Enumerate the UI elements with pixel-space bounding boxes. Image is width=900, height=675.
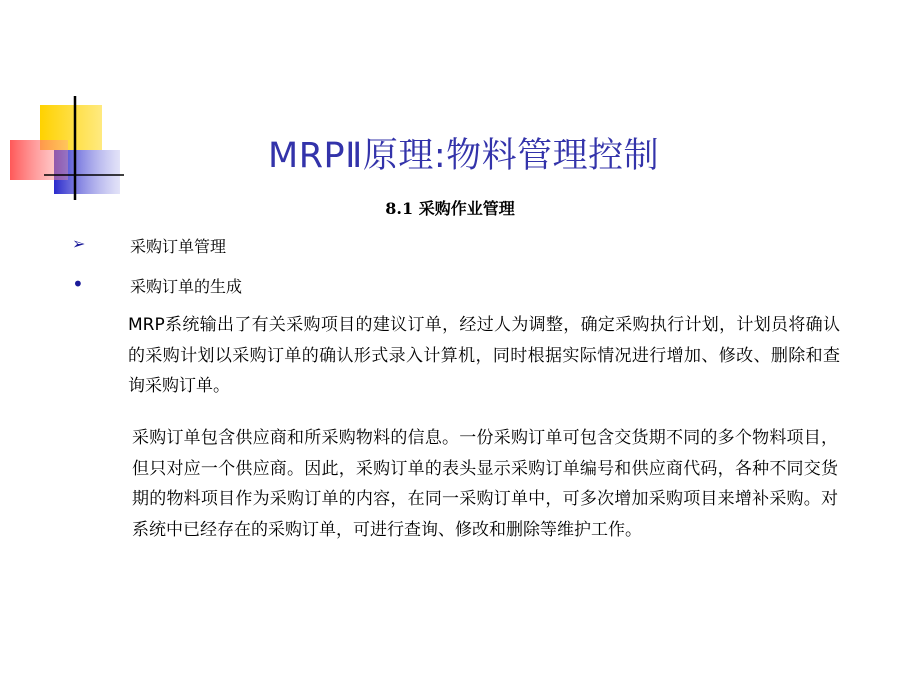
bullet-label: 采购订单的生成 xyxy=(130,277,243,296)
bullet-item xyxy=(0,234,700,260)
bullet-label: 采购订单管理 xyxy=(130,237,227,256)
slide-subtitle: 8.1 采购作业管理 xyxy=(385,199,515,218)
paragraph: MRP系统输出了有关采购项目的建议订单，经过人为调整，确定采购执行计划，计划员将确认的采购计划以采购订单的确认形式录入计算机，同时根据实际情况进行增加、修改、删除和查询采购订单。 xyxy=(128,315,840,396)
arrow-bullet-icon: ➢ xyxy=(72,234,86,253)
corner-logo-icon xyxy=(0,0,130,210)
bullet-item xyxy=(0,274,700,300)
dot-bullet-icon: • xyxy=(72,272,84,296)
paragraph: 采购订单包含供应商和所采购物料的信息。一份采购订单可包含交货期不同的多个物料项目，但只对应一个供应商。因此，采购订单的表头显示采购订单编号和供应商代码，各种不同交货期的物料项目作为采购订单的内容，在同一采购订单中，可多次增加采购项目来增补采购。对系统中已经存在的采购订单，可进行查询、修改和删除等维护工作。 xyxy=(132,428,838,540)
slide-title: MRPⅡ原理:物料管理控制 xyxy=(268,136,660,176)
